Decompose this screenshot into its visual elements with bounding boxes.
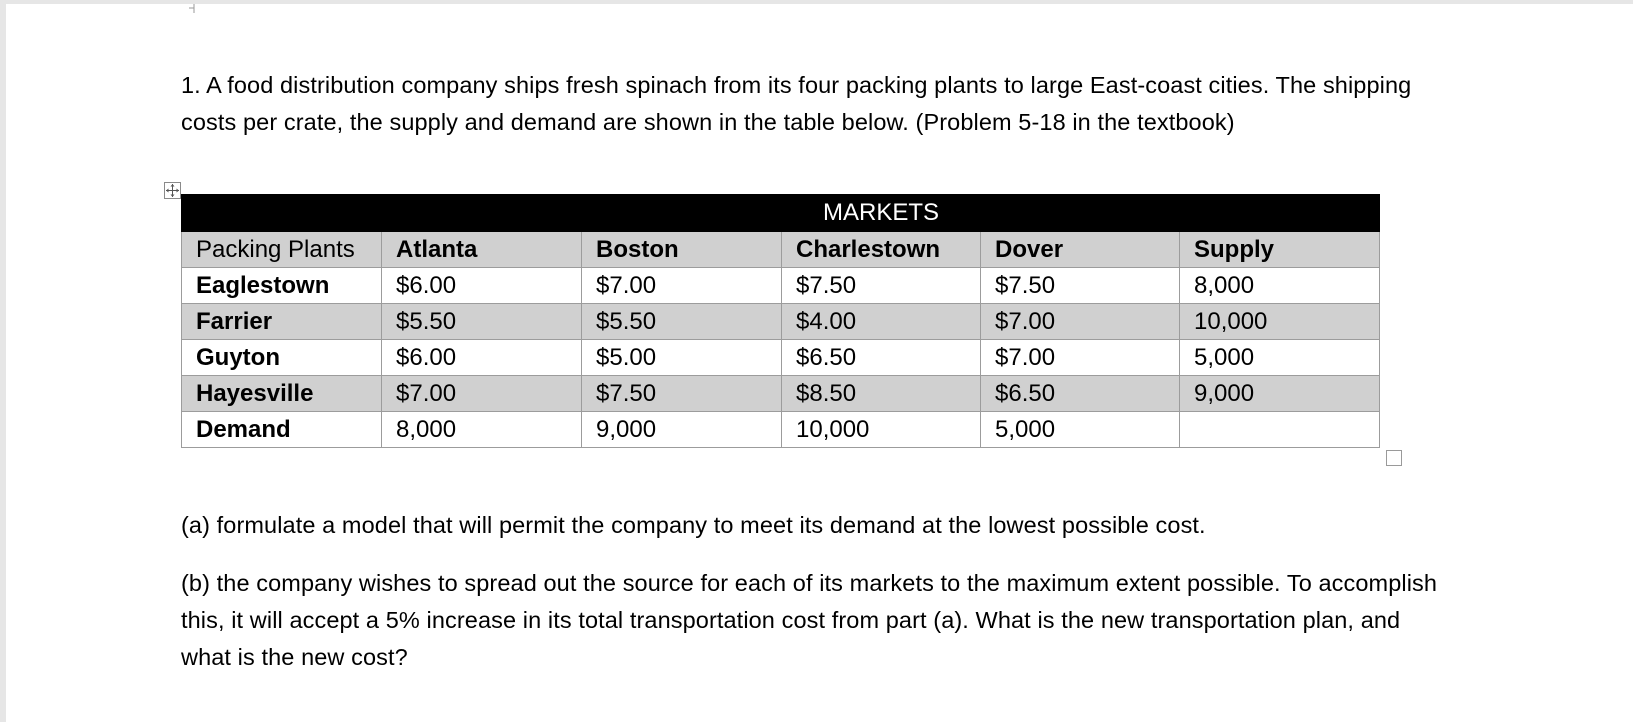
supply-cell: 8,000 xyxy=(1180,268,1380,304)
demand-cell: 5,000 xyxy=(981,412,1180,448)
table-resize-handle[interactable] xyxy=(1386,450,1402,466)
cost-cell: $7.50 xyxy=(782,268,981,304)
cost-cell: $5.50 xyxy=(382,304,582,340)
move-cross-icon xyxy=(165,183,180,198)
page-corner-marker-icon xyxy=(189,4,199,14)
header-cell: Dover xyxy=(981,232,1180,268)
header-cell: Supply xyxy=(1180,232,1380,268)
cost-cell: $4.00 xyxy=(782,304,981,340)
cost-cell: $7.00 xyxy=(981,340,1180,376)
supply-cell: 5,000 xyxy=(1180,340,1380,376)
cost-cell: $7.00 xyxy=(382,376,582,412)
demand-row xyxy=(182,412,1380,448)
header-cell: Charlestown xyxy=(782,232,981,268)
demand-supply-cell xyxy=(1180,412,1380,448)
demand-cell: 10,000 xyxy=(782,412,981,448)
demand-label: Demand xyxy=(182,412,382,448)
cost-cell: $6.00 xyxy=(382,340,582,376)
cost-cell: $7.00 xyxy=(582,268,782,304)
supply-cell: 10,000 xyxy=(1180,304,1380,340)
part-b-text: (b) the company wishes to spread out the source for each of its markets to the maximum extent possible. To accomplish this, it will accept a 5% increase in its total transportation cost from part (a). What is the new transportation plan, and what is the new cost? xyxy=(181,570,1438,670)
plant-label: Hayesville xyxy=(182,376,382,412)
cost-cell: $7.50 xyxy=(582,376,782,412)
table-title-row xyxy=(182,195,1380,232)
header-cell: Boston xyxy=(582,232,782,268)
cost-cell: $8.50 xyxy=(782,376,981,412)
demand-cell: 9,000 xyxy=(582,412,782,448)
cost-cell: $6.00 xyxy=(382,268,582,304)
cost-cell: $5.50 xyxy=(582,304,782,340)
table-row xyxy=(182,340,1380,376)
table-row xyxy=(182,376,1380,412)
header-cell: Atlanta xyxy=(382,232,582,268)
plant-label: Guyton xyxy=(182,340,382,376)
cost-cell: $6.50 xyxy=(981,376,1180,412)
plant-label: Farrier xyxy=(182,304,382,340)
cost-cell: $7.50 xyxy=(981,268,1180,304)
cost-cell: $5.00 xyxy=(582,340,782,376)
cost-cell: $6.50 xyxy=(782,340,981,376)
table-row xyxy=(182,268,1380,304)
table-header-row xyxy=(182,232,1380,268)
problem-intro-text: 1. A food distribution company ships fresh spinach from its four packing plants to large East-coast cities. The shipping costs per crate, the supply and demand are shown in the table below. (Problem 5-18 in the textbook) xyxy=(181,72,1412,135)
table-move-handle[interactable] xyxy=(164,182,181,199)
demand-cell: 8,000 xyxy=(382,412,582,448)
shipping-cost-table xyxy=(181,194,1380,448)
plant-label: Eaglestown xyxy=(182,268,382,304)
header-cell: Packing Plants xyxy=(182,232,382,268)
part-a-text: (a) formulate a model that will permit the company to meet its demand at the lowest possible cost. xyxy=(181,512,1206,538)
markets-title: MARKETS xyxy=(782,195,981,232)
cost-cell: $7.00 xyxy=(981,304,1180,340)
supply-cell: 9,000 xyxy=(1180,376,1380,412)
table-row xyxy=(182,304,1380,340)
